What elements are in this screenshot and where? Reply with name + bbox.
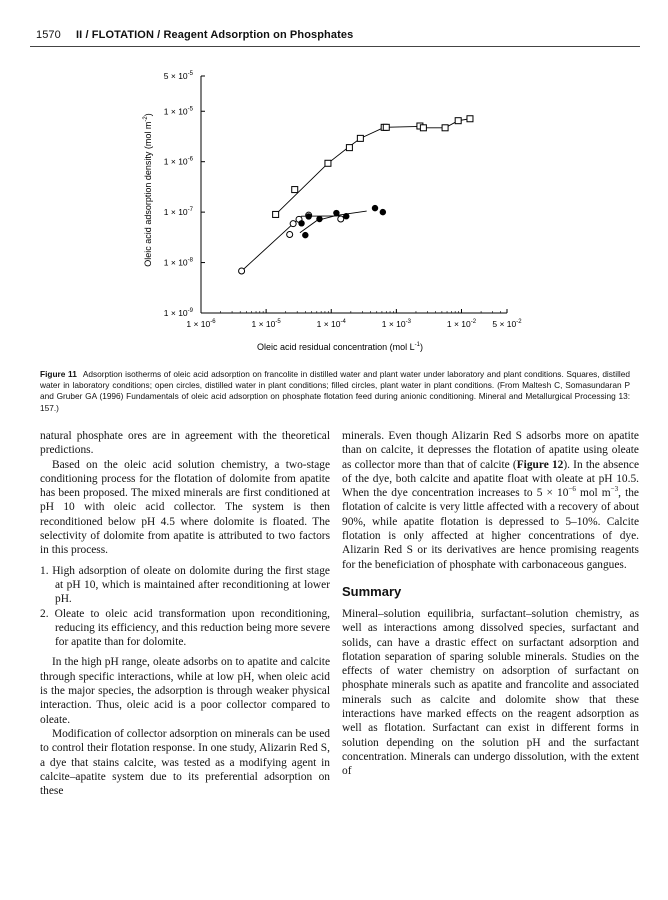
page-number: 1570: [36, 29, 61, 41]
paragraph: minerals. Even though Alizarin Red S adsorbs more on apatite than on calcite, it depresses the flotation of apatite using oleate as collector more than that of calcite (Figure 12). In the absence of the dye, both calcite and apatite float with oleate at pH 10.5. When the dye concentration increases to $5 \times 10^{-6}$ mol $m^{-3}$, the flotation of calcite is very little affected with a recovery of about 90%, while apatite flotation is depressed to 5–10%. Calcite flotation is only affected at higher concentrations of dye. Alizarin Red S or its derivatives are hence promising reagents for the beneficiation of phosphate with carbonaceous gangues.: [342, 430, 639, 571]
right-column: [342, 429, 639, 779]
header-title: II / FLOTATION / Reagent Adsorption on Phosphates: [76, 29, 354, 41]
data-point-square: [357, 135, 363, 141]
data-point-open-circle: [239, 268, 245, 274]
y-tick-label: $1 \times 10^{-9}$: [163, 308, 193, 318]
list-item: 2. Oleate to oleic acid transformation upon reconditioning, reducing its efficiency, and this reduction being more severe for apatite than for dolomite.: [40, 607, 330, 649]
chart-marks: [239, 116, 473, 274]
data-point-open-circle: [338, 216, 344, 222]
x-tick-label: $1 \times 10^{-2}$: [446, 319, 477, 329]
data-point-square: [455, 118, 461, 124]
data-point-filled-circle: [343, 213, 349, 219]
y-tick-label: $1 \times 10^{-5}$: [163, 106, 193, 117]
data-point-filled-circle: [298, 220, 304, 226]
data-point-square: [420, 125, 426, 131]
x-tick-label: $1 \times 10^{-5}$: [251, 319, 281, 329]
series-line-0: [276, 119, 470, 215]
data-point-filled-circle: [302, 232, 308, 238]
data-point-square: [292, 187, 298, 193]
y-tick-label: $5 \times 10^{-5}$: [163, 71, 193, 81]
data-point-filled-circle: [380, 209, 386, 215]
data-point-square: [325, 160, 331, 166]
x-tick-label: $1 \times 10^{-3}$: [381, 319, 411, 329]
data-point-open-circle: [287, 232, 293, 238]
x-tick-label: $1 \times 10^{-4}$: [316, 319, 346, 329]
paragraph: In the high pH range, oleate adsorbs on to apatite and calcite through specific interactions, while at low pH, when oleic acid is the major species, the adsorption is through weaker physical interaction. Thus, oleic acid is a poor collector compared to oleate.: [40, 656, 330, 726]
data-point-filled-circle: [305, 213, 311, 219]
x-tick-label: $1 \times 10^{-6}$: [186, 319, 216, 329]
data-point-open-circle: [290, 221, 296, 227]
data-point-square: [467, 116, 473, 122]
caption-text: Adsorption isotherms of oleic acid adsorption on francolite in distilled water and plant water under laboratory and plant conditions. Squares, distilled water in laboratory conditions; open circles, distilled water in plant conditions; filled circles, plant water in plant conditions. (From Maltesh C, Somasundaran P and Gruber GA (1996) Fundamentals of oleic acid adsorption on phosphate flotation feed during anionic conditioning. Mineral and Metallurgical Processing 13: 157.): [40, 369, 630, 413]
data-point-square: [346, 145, 352, 151]
data-point-square: [383, 124, 389, 130]
section-heading-summary: Summary: [342, 583, 402, 599]
data-point-filled-circle: [316, 216, 322, 222]
data-point-filled-circle: [333, 210, 339, 216]
paragraph: Modification of collector adsorption on minerals can be used to control their flotation response. In one study, Alizarin Red S, a dye that stains calcite, was tested as a modifying agent in calcite–apatite system due to its preferential adsorption on these: [40, 727, 330, 798]
paragraph: Based on the oleic acid solution chemistry, a two-stage conditioning process for the flotation of dolomite from apatite has been proposed. The mixed minerals are first conditioned at pH 10 with oleic acid collector. The system is then reconditioned below pH 4.5 where dolomite is floated. The selectivity of dolomite from apatite is attributed to two factors in this process.: [40, 458, 330, 557]
paragraph: natural phosphate ores are in agreement with the theoretical predictions.: [40, 430, 330, 457]
axes: [164, 71, 522, 329]
paragraph: Mineral–solution equilibria, surfactant–solution chemistry, as well as interactions among dissolved species, surfactant and solids, can have a drastic effect on surfactant adsorption and flotation separation of sparing soluble minerals. Studies on the effects of water chemistry on adsorption of surfactant on phosphate minerals such as apatite and francolite and associated minerals such as calcite and dolomite show that these interactions have marked effects on the reagent adsorption as well as flotation. Surfactant can exist in different forms in solution depending on the solution pH and the surfactant concentration. Minerals can undergo dissolution, with the extent of: [342, 607, 639, 778]
figure-12-link[interactable]: Figure 12: [516, 458, 564, 471]
left-column: [40, 429, 330, 798]
x-tick-label: $5 \times 10^{-2}$: [492, 319, 522, 329]
x-axis-label: Oleic acid residual concentration (mol $L^{-1}$): [257, 342, 423, 352]
adsorption-isotherm-chart: [0, 0, 668, 360]
y-tick-label: $1 \times 10^{-8}$: [163, 257, 193, 268]
numbered-list: [40, 564, 330, 650]
data-point-filled-circle: [372, 205, 378, 211]
y-axis-label: Oleic acid adsorption density (mol $m^{-2}$): [143, 113, 153, 267]
figure-label: Figure 11: [40, 369, 77, 379]
figure-caption: [40, 369, 630, 414]
y-tick-label: $1 \times 10^{-7}$: [163, 207, 193, 218]
list-item: 1. High adsorption of oleate on dolomite during the first stage at pH 10, which is maintained after reconditioning at lower pH.: [40, 564, 330, 606]
data-point-square: [442, 125, 448, 131]
data-point-square: [273, 211, 279, 217]
y-tick-label: $1 \times 10^{-6}$: [163, 156, 193, 167]
